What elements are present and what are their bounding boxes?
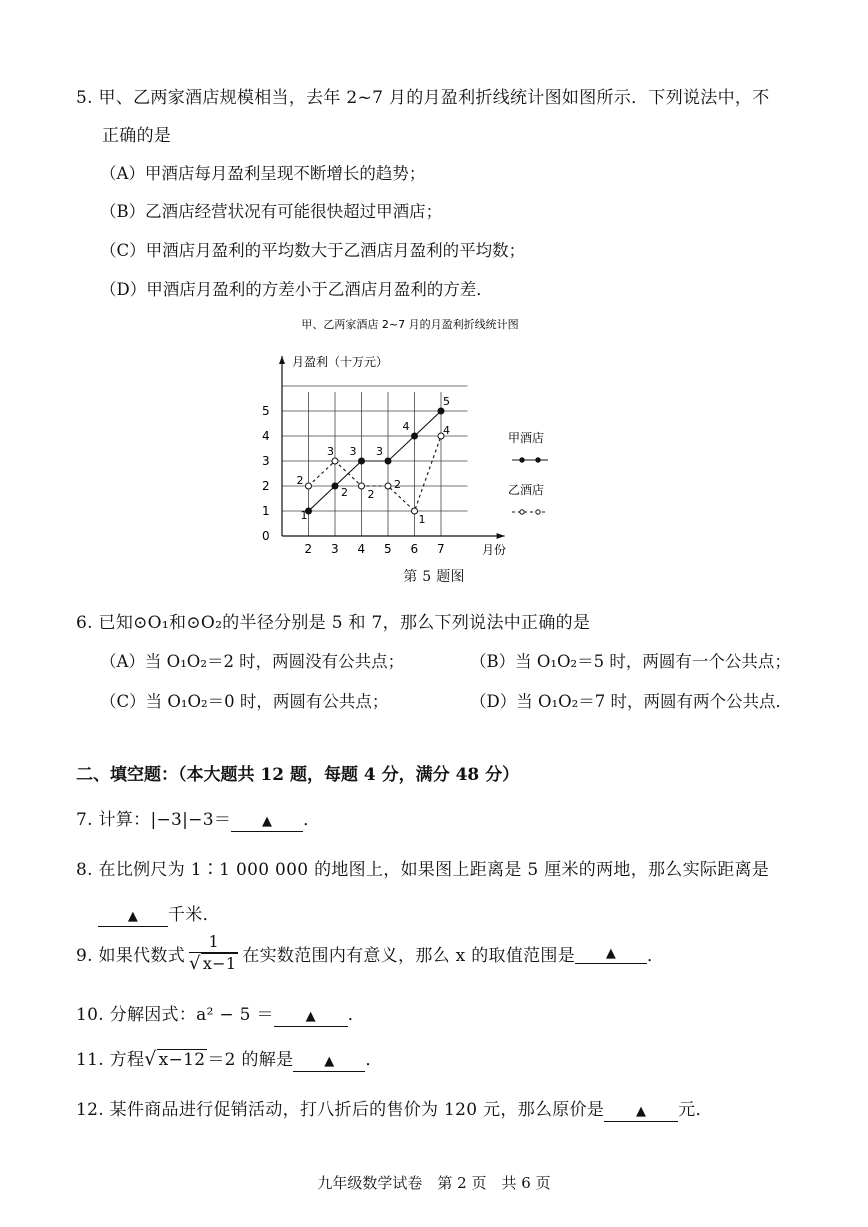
q7-expr: |−3|−3＝ — [150, 810, 232, 830]
data-label: 3 — [349, 445, 357, 458]
legend-label: 乙酒店 — [508, 483, 545, 497]
profit-line-chart — [230, 310, 590, 590]
q5-option-a: （A）甲酒店每月盈利呈现不断增长的趋势； — [100, 164, 426, 183]
q5-stem-line1: 5. 甲、乙两家酒店规模相当，去年 2~7 月的月盈利折线统计图如图所示．下列说法中，不 — [76, 88, 770, 108]
blank-marker: ▲ — [636, 1104, 647, 1119]
data-point — [306, 483, 312, 489]
q9-suffix: ． — [647, 946, 665, 966]
q6-option-c: （C）当 O₁O₂＝0 时，两圆有公共点； — [100, 692, 389, 711]
legend-marker — [536, 510, 540, 514]
section-2-title: 二、填空题：（本大题共 12 题，每题 4 分，满分 48 分） — [76, 765, 520, 785]
y-tick-label: 1 — [262, 504, 270, 518]
data-label: 3 — [327, 445, 334, 458]
q12-answer-blank[interactable] — [604, 1101, 678, 1122]
x-tick-label: 2 — [304, 542, 313, 556]
q10 — [76, 1000, 365, 1027]
x-tick-label: 5 — [384, 542, 392, 556]
y-tick-label: 2 — [262, 479, 270, 493]
q7-suffix: ． — [303, 810, 321, 830]
chart-title: 甲、乙两家酒店 2~7 月的月盈利折线统计图 — [301, 318, 519, 331]
figure-caption: 第 5 题图 — [403, 569, 465, 585]
data-point — [438, 408, 444, 414]
data-point — [359, 483, 365, 489]
blank-marker: ▲ — [127, 909, 139, 924]
q5-stem-line2: 正确的是 — [102, 126, 172, 146]
q5-option-d: （D）甲酒店月盈利的方差小于乙酒店月盈利的方差． — [100, 280, 493, 299]
q10-suffix: ． — [347, 1005, 366, 1025]
y-axis-arrow — [279, 356, 285, 364]
q9-numerator: 1 — [189, 932, 238, 953]
data-label: 2 — [341, 486, 348, 499]
q6-option-d: （D）当 O₁O₂＝7 时，两圆有两个公共点． — [470, 692, 792, 711]
q6-option-b: （B）当 O₁O₂＝5 时，两圆有一个公共点； — [470, 652, 791, 671]
q11-after: ＝2 的解是 — [207, 1050, 294, 1070]
data-label: 2 — [367, 488, 375, 501]
legend-marker — [520, 458, 524, 462]
q12-prefix: 12. 某件商品进行促销活动，打八折后的售价为 120 元，那么原价是 — [76, 1100, 605, 1120]
legend-marker — [536, 458, 540, 462]
data-point — [385, 483, 391, 489]
q6-stem: 6. 已知⊙O₁和⊙O₂的半径分别是 5 和 7，那么下列说法中正确的是 — [76, 613, 591, 633]
data-label: 2 — [296, 474, 304, 487]
x-tick-label: 7 — [437, 542, 445, 556]
data-point — [332, 483, 338, 489]
y-tick-label: 3 — [262, 454, 270, 468]
q11-prefix: 11. 方程 — [76, 1050, 145, 1070]
q8-line1: 8. 在比例尺为 1∶1 000 000 的地图上，如果图上距离是 5 厘米的两地，那么实际距离是 — [76, 860, 770, 880]
q7-answer-blank[interactable] — [231, 811, 303, 832]
q5-option-c: （C）甲酒店月盈利的平均数大于乙酒店月盈利的平均数； — [100, 241, 526, 260]
data-label: 1 — [418, 513, 426, 526]
data-label: 2 — [394, 478, 401, 491]
q8-answer-blank[interactable] — [98, 906, 168, 927]
q8-line2 — [98, 900, 220, 927]
q12-suffix: 元． — [678, 1100, 713, 1120]
chart-ylabel: 月盈利（十万元） — [292, 355, 389, 369]
chart-xlabel: 月份 — [482, 543, 507, 557]
q6-option-a: （A）当 O₁O₂＝2 时，两圆没有公共点； — [100, 652, 405, 671]
data-point — [332, 458, 338, 464]
x-tick-label: 3 — [331, 542, 339, 556]
y-tick-label: 5 — [262, 404, 270, 418]
q9-middle: 在实数范围内有意义，那么 x 的取值范围是 — [242, 946, 576, 966]
q10-answer-blank[interactable] — [274, 1006, 348, 1027]
page-footer: 九年级数学试卷 第 2 页 共 6 页 — [317, 1174, 551, 1192]
data-point — [412, 508, 418, 514]
x-tick-label: 4 — [357, 542, 366, 556]
q9-prefix: 9. 如果代数式 — [76, 946, 186, 966]
q10-expr: a² − 5 ＝ — [196, 1005, 274, 1025]
q7-prefix: 7. 计算： — [76, 810, 151, 830]
q10-prefix: 10. 分解因式： — [76, 1005, 197, 1025]
q11-answer-blank[interactable] — [293, 1051, 365, 1072]
q9-denominator: x−1 — [202, 954, 237, 973]
blank-marker: ▲ — [305, 1009, 316, 1024]
q9 — [76, 932, 664, 975]
q11: 11. 方程√ x−12 ＝2 的解是 ▲ ． — [76, 1048, 383, 1070]
q8-suffix: 千米． — [168, 905, 220, 925]
data-label: 4 — [402, 420, 410, 433]
q9-answer-blank[interactable] — [575, 943, 647, 964]
data-label: 1 — [300, 509, 308, 522]
blank-marker: ▲ — [324, 1054, 335, 1069]
legend-marker — [520, 510, 524, 514]
data-point — [359, 458, 365, 464]
data-point — [412, 433, 418, 439]
legend-label: 甲酒店 — [508, 431, 545, 445]
q5-option-b: （B）乙酒店经营状况有可能很快超过甲酒店； — [100, 202, 443, 221]
x-tick-label: 6 — [410, 542, 419, 556]
data-point — [385, 458, 391, 464]
q11-suffix: ． — [365, 1050, 383, 1070]
data-label: 4 — [443, 424, 450, 437]
y-tick-label: 0 — [262, 529, 270, 543]
q9-fraction: $\frac{1}{√ x-1}$ — [189, 932, 237, 974]
q11-radicand: x−12 — [158, 1050, 206, 1070]
data-label: 3 — [376, 445, 383, 458]
blank-marker: ▲ — [605, 946, 617, 961]
data-label: 5 — [443, 395, 450, 408]
q12 — [76, 1095, 713, 1122]
q7 — [76, 805, 320, 832]
blank-marker: ▲ — [261, 814, 273, 829]
y-tick-label: 4 — [262, 429, 270, 443]
x-axis-arrow — [497, 533, 505, 539]
